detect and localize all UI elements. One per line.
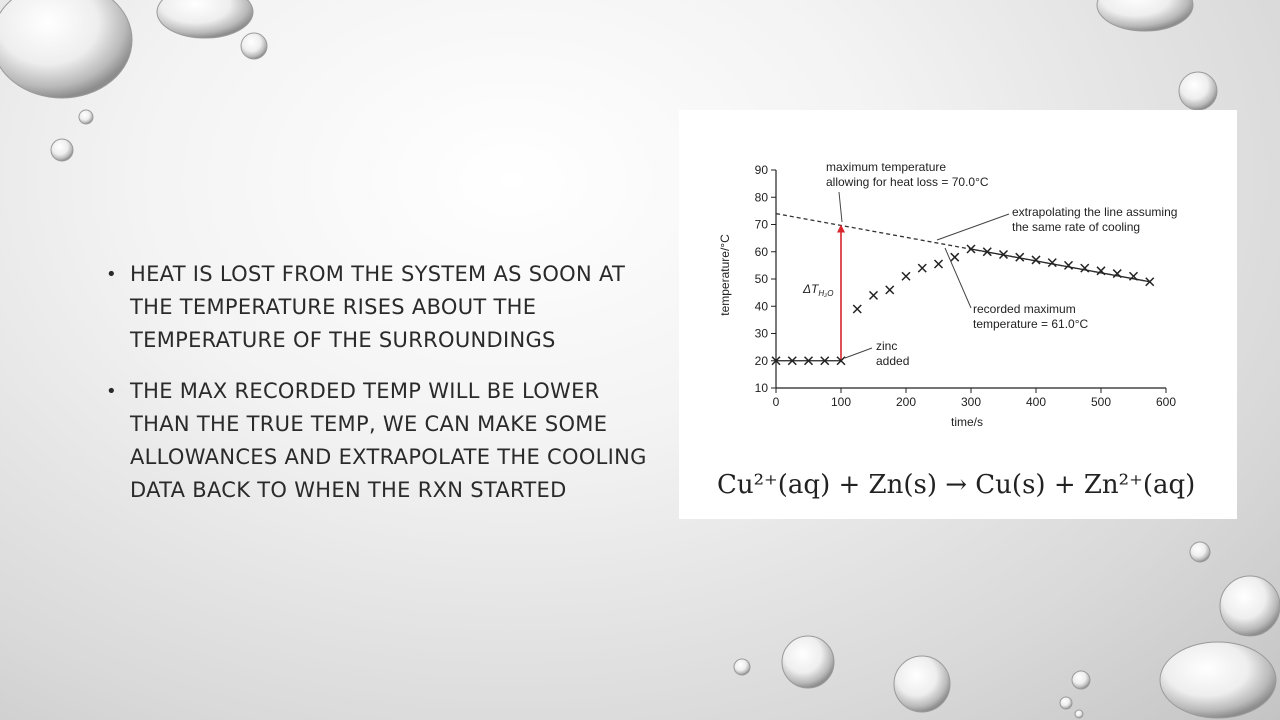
x-tick-label: 200 xyxy=(895,395,917,409)
leader-line-recorded-max xyxy=(945,248,971,308)
annotation-recorded-max-line1: recorded maximum xyxy=(973,302,1076,316)
annotation-extrapolation-line1: extrapolating the line assuming xyxy=(1012,205,1178,219)
annotation-zinc-line2: added xyxy=(876,354,910,368)
annotation-extrapolation-line2: the same rate of cooling xyxy=(1012,220,1141,234)
data-point xyxy=(853,305,861,313)
annotation-zinc-line1: zinc xyxy=(876,339,898,353)
y-tick-label: 30 xyxy=(754,326,768,341)
data-point xyxy=(935,260,943,268)
data-point xyxy=(1081,264,1089,272)
leader-line-extrapolation xyxy=(937,214,1009,240)
data-point xyxy=(902,272,910,280)
bullet-list xyxy=(106,258,651,525)
y-tick-label: 40 xyxy=(754,299,768,314)
y-tick-label: 20 xyxy=(754,353,768,368)
y-tick-label: 80 xyxy=(754,190,768,205)
x-tick-label: 600 xyxy=(1155,395,1177,409)
data-point xyxy=(870,291,878,299)
annotation-recorded-max-line2: temperature = 61.0°C xyxy=(973,317,1089,331)
y-tick-label: 50 xyxy=(754,272,768,286)
y-axis-label: temperature/°C xyxy=(718,234,732,316)
x-tick-label: 300 xyxy=(960,395,982,409)
y-tick-label: 90 xyxy=(754,163,768,177)
cooling-curve-chart xyxy=(679,110,1237,460)
leader-line-max-temp xyxy=(839,192,842,222)
data-point xyxy=(1097,267,1105,275)
delta-t-main: ΔT xyxy=(803,282,819,296)
data-point xyxy=(951,253,959,261)
leader-line-zinc xyxy=(845,348,872,358)
annotation-max-temp-line1: maximum temperature xyxy=(826,160,947,174)
x-tick-label: 0 xyxy=(772,395,780,409)
x-tick-label: 500 xyxy=(1090,395,1112,409)
x-tick-label: 100 xyxy=(830,395,852,409)
y-tick-label: 10 xyxy=(754,381,768,395)
x-axis-label: time/s xyxy=(950,415,984,429)
temperature-rise-arrowhead xyxy=(837,225,845,233)
reaction-equation: Cu²⁺(aq) + Zn(s) → Cu(s) + Zn²⁺(aq) xyxy=(717,470,1196,500)
y-tick-label: 60 xyxy=(754,244,768,259)
delta-t-label xyxy=(802,282,833,298)
bullet-item-extrapolate: • THE MAX RECORDED TEMP WILL BE LOWER THAN THE TRUE TEMP, WE CAN MAKE SOME ALLOWANCES AND EXTRAPOLATE THE COOLING DATA BACK TO WHEN THE RXN STARTED xyxy=(106,375,651,507)
data-point xyxy=(1048,259,1056,267)
data-point xyxy=(918,264,926,272)
chart-axes xyxy=(776,170,1166,388)
y-tick-label: 70 xyxy=(754,217,768,232)
delta-t-subscript: H₂O xyxy=(818,289,834,298)
data-point xyxy=(886,286,894,294)
bullet-item-heat-loss: • HEAT IS LOST FROM THE SYSTEM AS SOON AT THE TEMPERATURE RISES ABOUT THE TEMPERATURE OF THE SURROUNDINGS xyxy=(106,258,651,357)
annotation-max-temp-line2: allowing for heat loss = 70.0°C xyxy=(826,175,989,189)
x-tick-label: 400 xyxy=(1025,395,1047,409)
cooling-curve-figure xyxy=(679,110,1237,519)
data-point xyxy=(1065,261,1073,269)
